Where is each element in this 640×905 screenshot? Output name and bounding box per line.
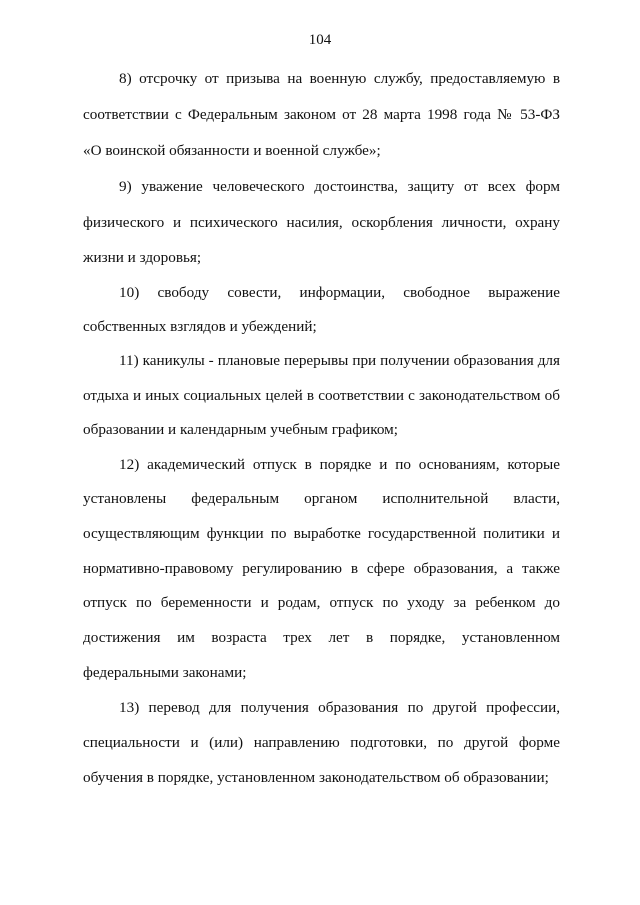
item-12-line-7: федеральными законами; <box>83 664 247 681</box>
item-9-line-3: жизни и здоровья; <box>83 249 202 266</box>
item-11-line-1: 11) каникулы - плановые перерывы при получении образования для <box>119 352 560 369</box>
item-12-line-1: 12) академический отпуск в порядке и по основаниям, которые <box>119 456 560 473</box>
page-number: 104 <box>308 32 332 48</box>
item-8-line-3: «О воинской обязанности и военной службе»; <box>83 142 381 159</box>
item-12-line-5: отпуск по беременности и родам, отпуск по уходу за ребенком до <box>83 594 560 611</box>
item-10-line-1: 10) свободу совести, информации, свободное выражение <box>119 284 560 301</box>
item-13-line-1: 13) перевод для получения образования по другой профессии, <box>119 699 560 716</box>
item-12-line-2: установлены федеральным органом исполнительной власти, <box>83 490 560 507</box>
item-8-line-2: соответствии с Федеральным законом от 28 марта 1998 года № 53-ФЗ <box>83 106 560 123</box>
item-12-line-3: осуществляющим функции по выработке государственной политики и <box>83 525 560 542</box>
item-9-line-2: физического и психического насилия, оскорбления личности, охрану <box>83 214 560 231</box>
item-13-line-2: специальности и (или) направлению подготовки, по другой форме <box>83 734 560 751</box>
item-13-line-3: обучения в порядке, установленном законодательством об образовании; <box>83 769 549 786</box>
item-10-line-2: собственных взглядов и убеждений; <box>83 318 317 335</box>
item-9-line-1: 9) уважение человеческого достоинства, защиту от всех форм <box>119 178 560 195</box>
item-11-line-2: отдыха и иных социальных целей в соответствии с законодательством об <box>83 387 560 404</box>
item-11-line-3: образовании и календарным учебным графиком; <box>83 421 398 438</box>
item-12-line-4: нормативно-правовому регулированию в сфере образования, а также <box>83 560 560 577</box>
item-12-line-6: достижения им возраста трех лет в порядке, установленном <box>83 629 560 646</box>
item-8-line-1: 8) отсрочку от призыва на военную службу, предоставляемую в <box>119 70 560 87</box>
